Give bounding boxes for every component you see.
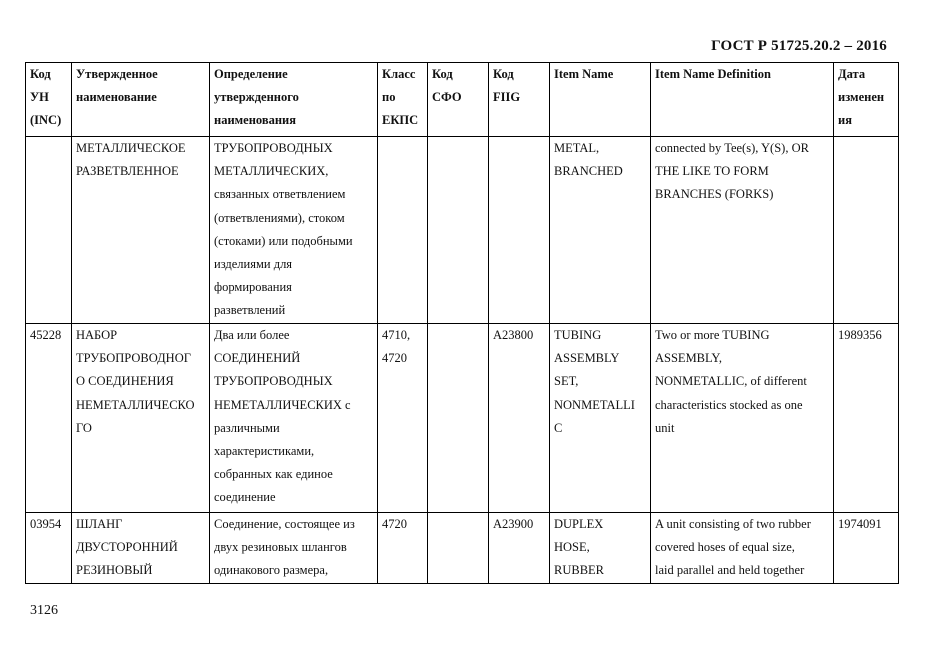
cell-approved-name: ШЛАНГ ДВУСТОРОННИЙ РЕЗИНОВЫЙ [72,513,210,584]
cell-sfo [428,324,489,513]
cell-item-definition: A unit consisting of two rubber covered hoses of equal size, laid parallel and held together [651,513,834,584]
header-inc: Код УН (INC) [26,63,72,137]
header-item-name: Item Name [550,63,651,137]
cell-definition: Соединение, состоящее из двух резиновых шлангов одинакового размера, [210,513,378,584]
header-approved-name: Утвержденное наименование [72,63,210,137]
cell-change-date: 1989356 [834,324,899,513]
cell-inc [26,137,72,324]
cell-item-name: METAL, BRANCHED [550,137,651,324]
table-row [26,513,899,584]
nomenclature-table [25,62,899,584]
cell-item-definition: connected by Tee(s), Y(S), OR THE LIKE TO FORM BRANCHES (FORKS) [651,137,834,324]
cell-item-definition: Two or more TUBING ASSEMBLY, NONMETALLIC, of different characteristics stocked as one unit [651,324,834,513]
header-fiig: Код FIIG [489,63,550,137]
cell-definition: Два или более СОЕДИНЕНИЙ ТРУБОПРОВОДНЫХ НЕМЕТАЛЛИЧЕСКИХ с различными характеристиками, собранных как единое соединение [210,324,378,513]
cell-fiig: A23900 [489,513,550,584]
cell-sfo [428,513,489,584]
cell-inc: 03954 [26,513,72,584]
table-row [26,324,899,513]
header-definition: Определение утвержденного наименования [210,63,378,137]
cell-approved-name: МЕТАЛЛИЧЕСКОЕ РАЗВЕТВЛЕННОЕ [72,137,210,324]
header-item-name-definition: Item Name Definition [651,63,834,137]
cell-class: 4720 [378,513,428,584]
cell-item-name: TUBING ASSEMBLY SET, NONMETALLI C [550,324,651,513]
cell-fiig [489,137,550,324]
table-row [26,137,899,324]
cell-item-name: DUPLEX HOSE, RUBBER [550,513,651,584]
cell-class [378,137,428,324]
cell-definition: ТРУБОПРОВОДНЫХ МЕТАЛЛИЧЕСКИХ, связанных ответвлением (ответвлениями), стоком (стоками) или подобными изделиями для формирования разветвлений [210,137,378,324]
cell-change-date [834,137,899,324]
table-header-row [26,63,899,137]
cell-sfo [428,137,489,324]
cell-inc: 45228 [26,324,72,513]
header-sfo: Код СФО [428,63,489,137]
cell-fiig: A23800 [489,324,550,513]
header-class: Класс по ЕКПС [378,63,428,137]
standard-designation: ГОСТ Р 51725.20.2 – 2016 [711,38,887,54]
cell-change-date: 1974091 [834,513,899,584]
cell-class: 4710, 4720 [378,324,428,513]
header-change-date: Дата изменен ия [834,63,899,137]
page-number: 3126 [30,603,58,618]
cell-approved-name: НАБОР ТРУБОПРОВОДНОГ О СОЕДИНЕНИЯ НЕМЕТАЛЛИЧЕСКО ГО [72,324,210,513]
